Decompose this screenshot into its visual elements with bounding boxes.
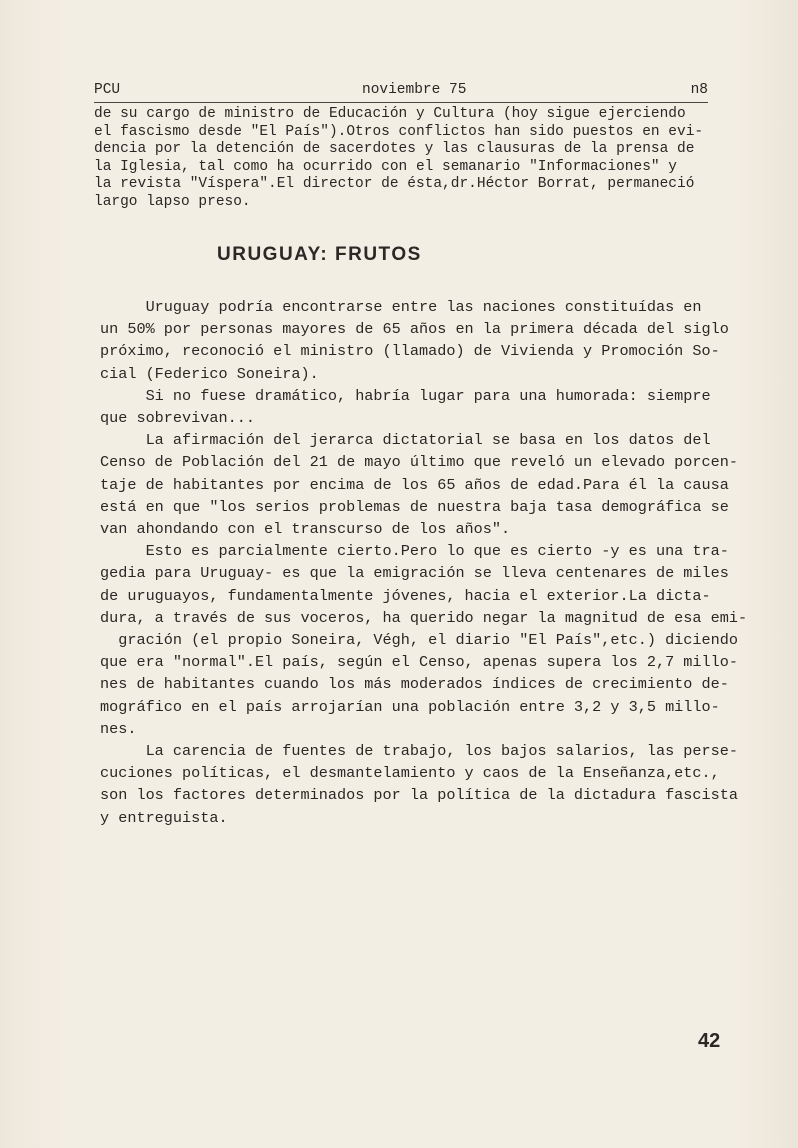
body-line: cial (Federico Soneira). — [100, 364, 319, 383]
body-line: cuciones políticas, el desmantelamiento y caos de la Enseñanza,etc., — [100, 764, 720, 783]
body-line: gedia para Uruguay- es que la emigración se lleva centenares de miles — [100, 564, 729, 583]
body-line: son los factores determinados por la política de la dictadura fascista — [100, 786, 738, 805]
body-line: dura, a través de sus voceros, ha querido negar la magnitud de esa emi- — [100, 608, 748, 627]
intro-line: la revista "Víspera".El director de ésta,dr.Héctor Borrat, permaneció — [94, 176, 695, 193]
body-line: Censo de Población del 21 de mayo último que reveló un elevado porcen- — [100, 453, 738, 472]
body-line: de uruguayos, fundamentalmente jóvenes, hacia el exterior.La dicta- — [100, 586, 711, 605]
page-number: 42 — [698, 1030, 721, 1052]
intro-line: la Iglesia, tal como ha ocurrido con el semanario "Informaciones" y — [94, 158, 677, 175]
page-header — [94, 80, 708, 103]
body-line: gración (el propio Soneira, Végh, el diario "El País",etc.) diciendo — [100, 631, 738, 650]
intro-line: largo lapso preso. — [94, 193, 251, 210]
header-issue-number: n8 — [690, 82, 708, 98]
body-line: nes. — [100, 719, 137, 738]
body-line: Esto es parcialmente cierto.Pero lo que es cierto -y es una tra- — [100, 542, 729, 561]
body-line: nes de habitantes cuando los más moderados índices de crecimiento de- — [100, 675, 729, 694]
body-line: Uruguay podría encontrarse entre las naciones constituídas en — [100, 298, 702, 316]
body-line: próximo, reconoció el ministro (llamado) de Vivienda y Promoción So- — [100, 342, 720, 361]
intro-line: dencia por la detención de sacerdotes y las clausuras de la prensa de — [94, 141, 695, 158]
body-line: que sobrevivan... — [100, 409, 255, 428]
intro-line: el fascismo desde "El País").Otros conflictos han sido puestos en evi- — [94, 123, 704, 140]
body-line: La afirmación del jerarca dictatorial se basa en los datos del — [100, 431, 711, 450]
body-line: mográfico en el país arrojarían una población entre 3,2 y 3,5 millo- — [100, 697, 720, 716]
body-line: un 50% por personas mayores de 65 años en la primera década del siglo — [100, 320, 729, 339]
header-date: noviembre 75 — [362, 82, 467, 98]
body-line: van ahondando con el transcurso de los años". — [100, 520, 511, 539]
article-title: URUGUAY: FRUTOS — [217, 244, 422, 265]
article-body — [100, 296, 748, 829]
body-line: La carencia de fuentes de trabajo, los bajos salarios, las perse- — [100, 742, 738, 761]
body-line: y entreguista. — [100, 808, 228, 827]
header-party: PCU — [94, 82, 121, 98]
body-line: está en que "los serios problemas de nuestra baja tasa demográfica se — [100, 497, 729, 516]
body-line: taje de habitantes por encima de los 65 años de edad.Para él la causa — [100, 475, 729, 494]
intro-line: de su cargo de ministro de Educación y Cultura (hoy sigue ejerciendo — [94, 106, 686, 122]
body-line: Si no fuese dramático, habría lugar para una humorada: siempre — [100, 386, 711, 405]
body-line: que era "normal".El país, según el Censo, apenas supera los 2,7 millo- — [100, 653, 738, 672]
intro-paragraph — [94, 106, 724, 212]
